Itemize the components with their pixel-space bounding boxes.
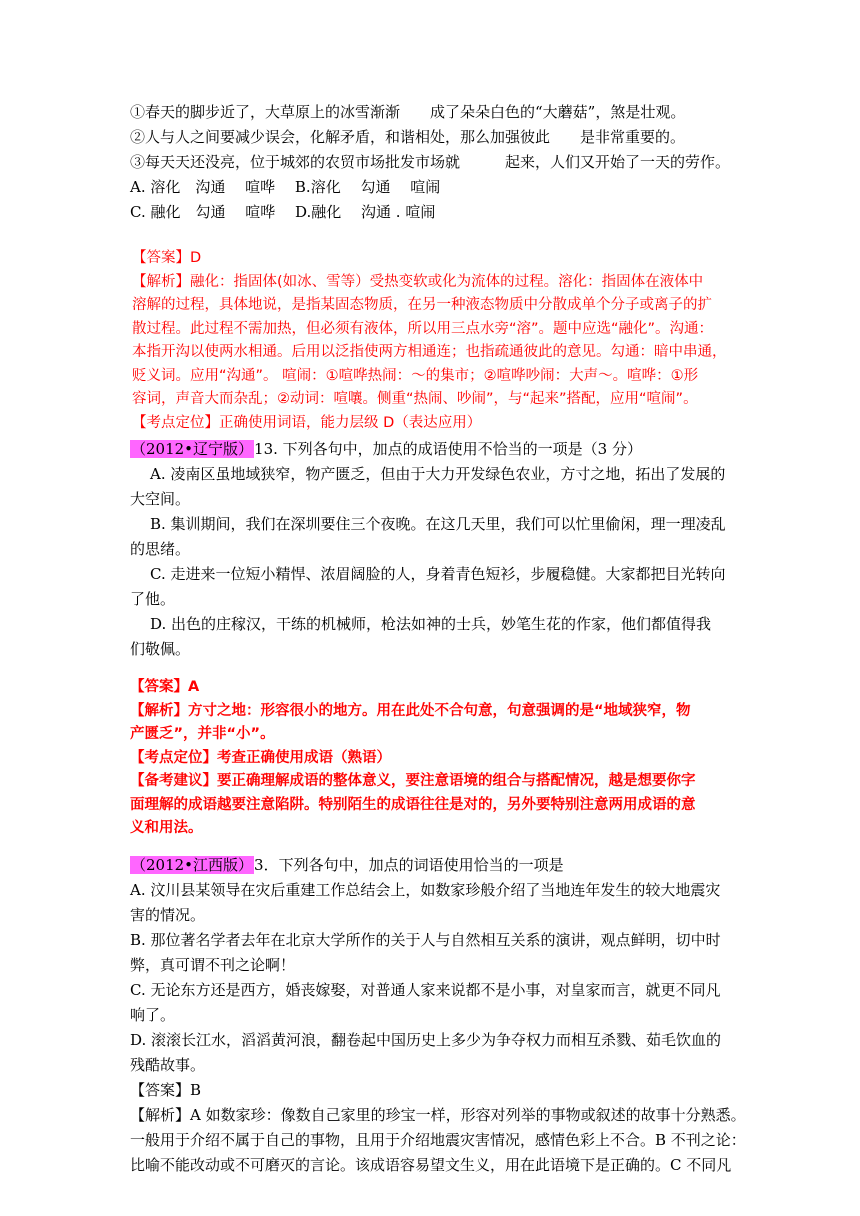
option-b-line1: B. 集训期间，我们在深圳要住三个夜晚。在这几天里，我们可以忙里偷闲，理一理凌乱 xyxy=(150,515,726,533)
sentence-2: ②人与人之间要减少误会，化解矛盾，和谐相处，那么加强彼此 是非常重要的。 xyxy=(130,128,686,146)
options-cd: C. 融化 勾通 喧哗 D.融化 沟通 . 喧闹 xyxy=(130,203,436,221)
suggestion-line: 面理解的成语越要注意陷阱。特别陌生的成语往往是对的，另外要特别注意两用成语的意 xyxy=(130,796,696,813)
q13-answer-block xyxy=(130,676,740,841)
question-13 xyxy=(130,437,740,841)
answer-label: 【答案】A xyxy=(130,679,200,695)
option-c-line2: 了他。 xyxy=(130,590,176,608)
body-line: 响了。 xyxy=(130,1005,176,1024)
suggestion-line: 义和用法。 xyxy=(130,820,203,836)
body-line: B. 那位著名学者去年在北京大学所作的关于人与自然相互关系的演讲，观点鲜明，切中时 xyxy=(130,930,721,949)
position-label: 【考点定位】考查正确使用成语（熟语） xyxy=(130,749,391,766)
suggestion-line: 【备考建议】要正确理解成语的整体意义，要注意语境的组合与搭配情况，越是想要你字 xyxy=(130,773,696,789)
analysis-line: 【解析】融化：指固体(如冰、雪等）受热变软或化为流体的过程。溶化：指固体在液体中 xyxy=(132,273,704,290)
stem-text: 3．下列各句中，加点的词语使用恰当的一项是 xyxy=(254,855,564,874)
option-d-line1: D. 出色的庄稼汉，干练的机械师，枪法如神的士兵，妙笔生花的作家，他们都值得我 xyxy=(150,615,712,633)
body-line: 弊，真可谓不刊之论啊！ xyxy=(130,955,296,974)
question-stem xyxy=(130,437,740,462)
analysis-line: 产匮乏”，并非“小”。 xyxy=(130,726,275,742)
analysis-line: 一般用于介绍不属于自己的事物，且用于介绍地震灾害情况，感情色彩上不合。B 不刊之论： xyxy=(130,1130,746,1149)
analysis-line: 【解析】方寸之地：形容很小的地方。用在此处不合句意，句意强调的是“地域狭窄，物 xyxy=(130,702,691,719)
body-line: 害的情况。 xyxy=(130,905,206,924)
source-tag: （2012•江西版） xyxy=(131,855,254,874)
question-stem xyxy=(130,853,740,878)
body-line: A. 汶川县某领导在灾后重建工作总结会上，如数家珍般介绍了当地连年发生的较大地震灾 xyxy=(130,880,721,899)
option-a-line1: A. 凌南区虽地域狭窄，物产匮乏，但由于大力开发绿色农业，方寸之地，拓出了发展的 xyxy=(150,465,726,483)
analysis-line: 贬义词。应用“沟通”。 喧闹：①喧哗热闹：～的集市；②喧哗吵闹：大声～。喧哗：①形 xyxy=(132,367,699,384)
previous-question xyxy=(130,100,740,435)
source-tag: （2012•辽宁版） xyxy=(131,440,254,458)
option-a-line2: 大空间。 xyxy=(130,490,191,508)
position-label: 【考点定位】正确使用词语，能力层级 D（表达应用） xyxy=(132,414,482,431)
body-line: D. 滚滚长江水，滔滔黄河浪，翻卷起中国历史上多少为争夺权力而相互杀戮、茹毛饮血的 xyxy=(130,1030,722,1049)
option-c-line1: C. 走进来一位短小精悍、浓眉阔脸的人，身着青色短衫，步履稳健。大家都把目光转向 xyxy=(150,565,726,583)
analysis-line: 容词，声音大而杂乱；②动词：喧嚷。侧重“热闹、吵闹”，与“起来”搭配，应用“喧闹”。 xyxy=(132,391,698,407)
sentence-3: ③每天天还没亮，位于城郊的农贸市场批发市场就 起来，人们又开始了一天的劳作。 xyxy=(130,153,731,171)
document-page xyxy=(130,100,746,1178)
analysis-line: 溶解的过程，具体地说，是指某固态物质，在另一种液态物质中分散成单个分子或离子的扩 xyxy=(132,297,712,313)
analysis-line: 本指开沟以使两水相通。后用以泛指使两方相通连；也指疏通彼此的意见。勾通：暗中串通， xyxy=(132,344,727,360)
stem-text: 13. 下列各句中，加点的成语使用不恰当的一项是（3 分） xyxy=(254,440,642,458)
analysis-line: 散过程。此过程不需加热，但必须有液体，所以用三点水旁“溶”。题中应选“融化”。沟通： xyxy=(132,320,714,337)
answer-label: 【答案】D xyxy=(132,250,202,266)
answer-label: 【答案】B xyxy=(130,1080,202,1099)
option-b-line2: 的思绪。 xyxy=(130,540,191,558)
analysis-line: 【解析】A 如数家珍：像数自己家里的珍宝一样，形容对列举的事物或叙述的故事十分熟悉。 xyxy=(130,1105,746,1124)
body-line: C. 无论东方还是西方，婚丧嫁娶，对普通人家来说都不是小事，对皇家而言，就更不同凡 xyxy=(130,980,721,999)
sentence-1: ①春天的脚步近了，大草原上的冰雪渐渐 成了朵朵白色的“大蘑菇”，煞是壮观。 xyxy=(130,103,686,121)
analysis-line: 比喻不能改动或不可磨灭的言论。该成语容易望文生义，用在此语境下是正确的。C 不同凡 xyxy=(130,1155,732,1174)
options-ab: A. 溶化 沟通 喧哗 B.溶化 勾通 喧闹 xyxy=(130,178,441,196)
body-line: 残酷故事。 xyxy=(130,1055,206,1074)
previous-answer-block xyxy=(132,247,740,435)
option-d-line2: 们敬佩。 xyxy=(130,640,191,658)
question-3 xyxy=(130,853,746,1178)
